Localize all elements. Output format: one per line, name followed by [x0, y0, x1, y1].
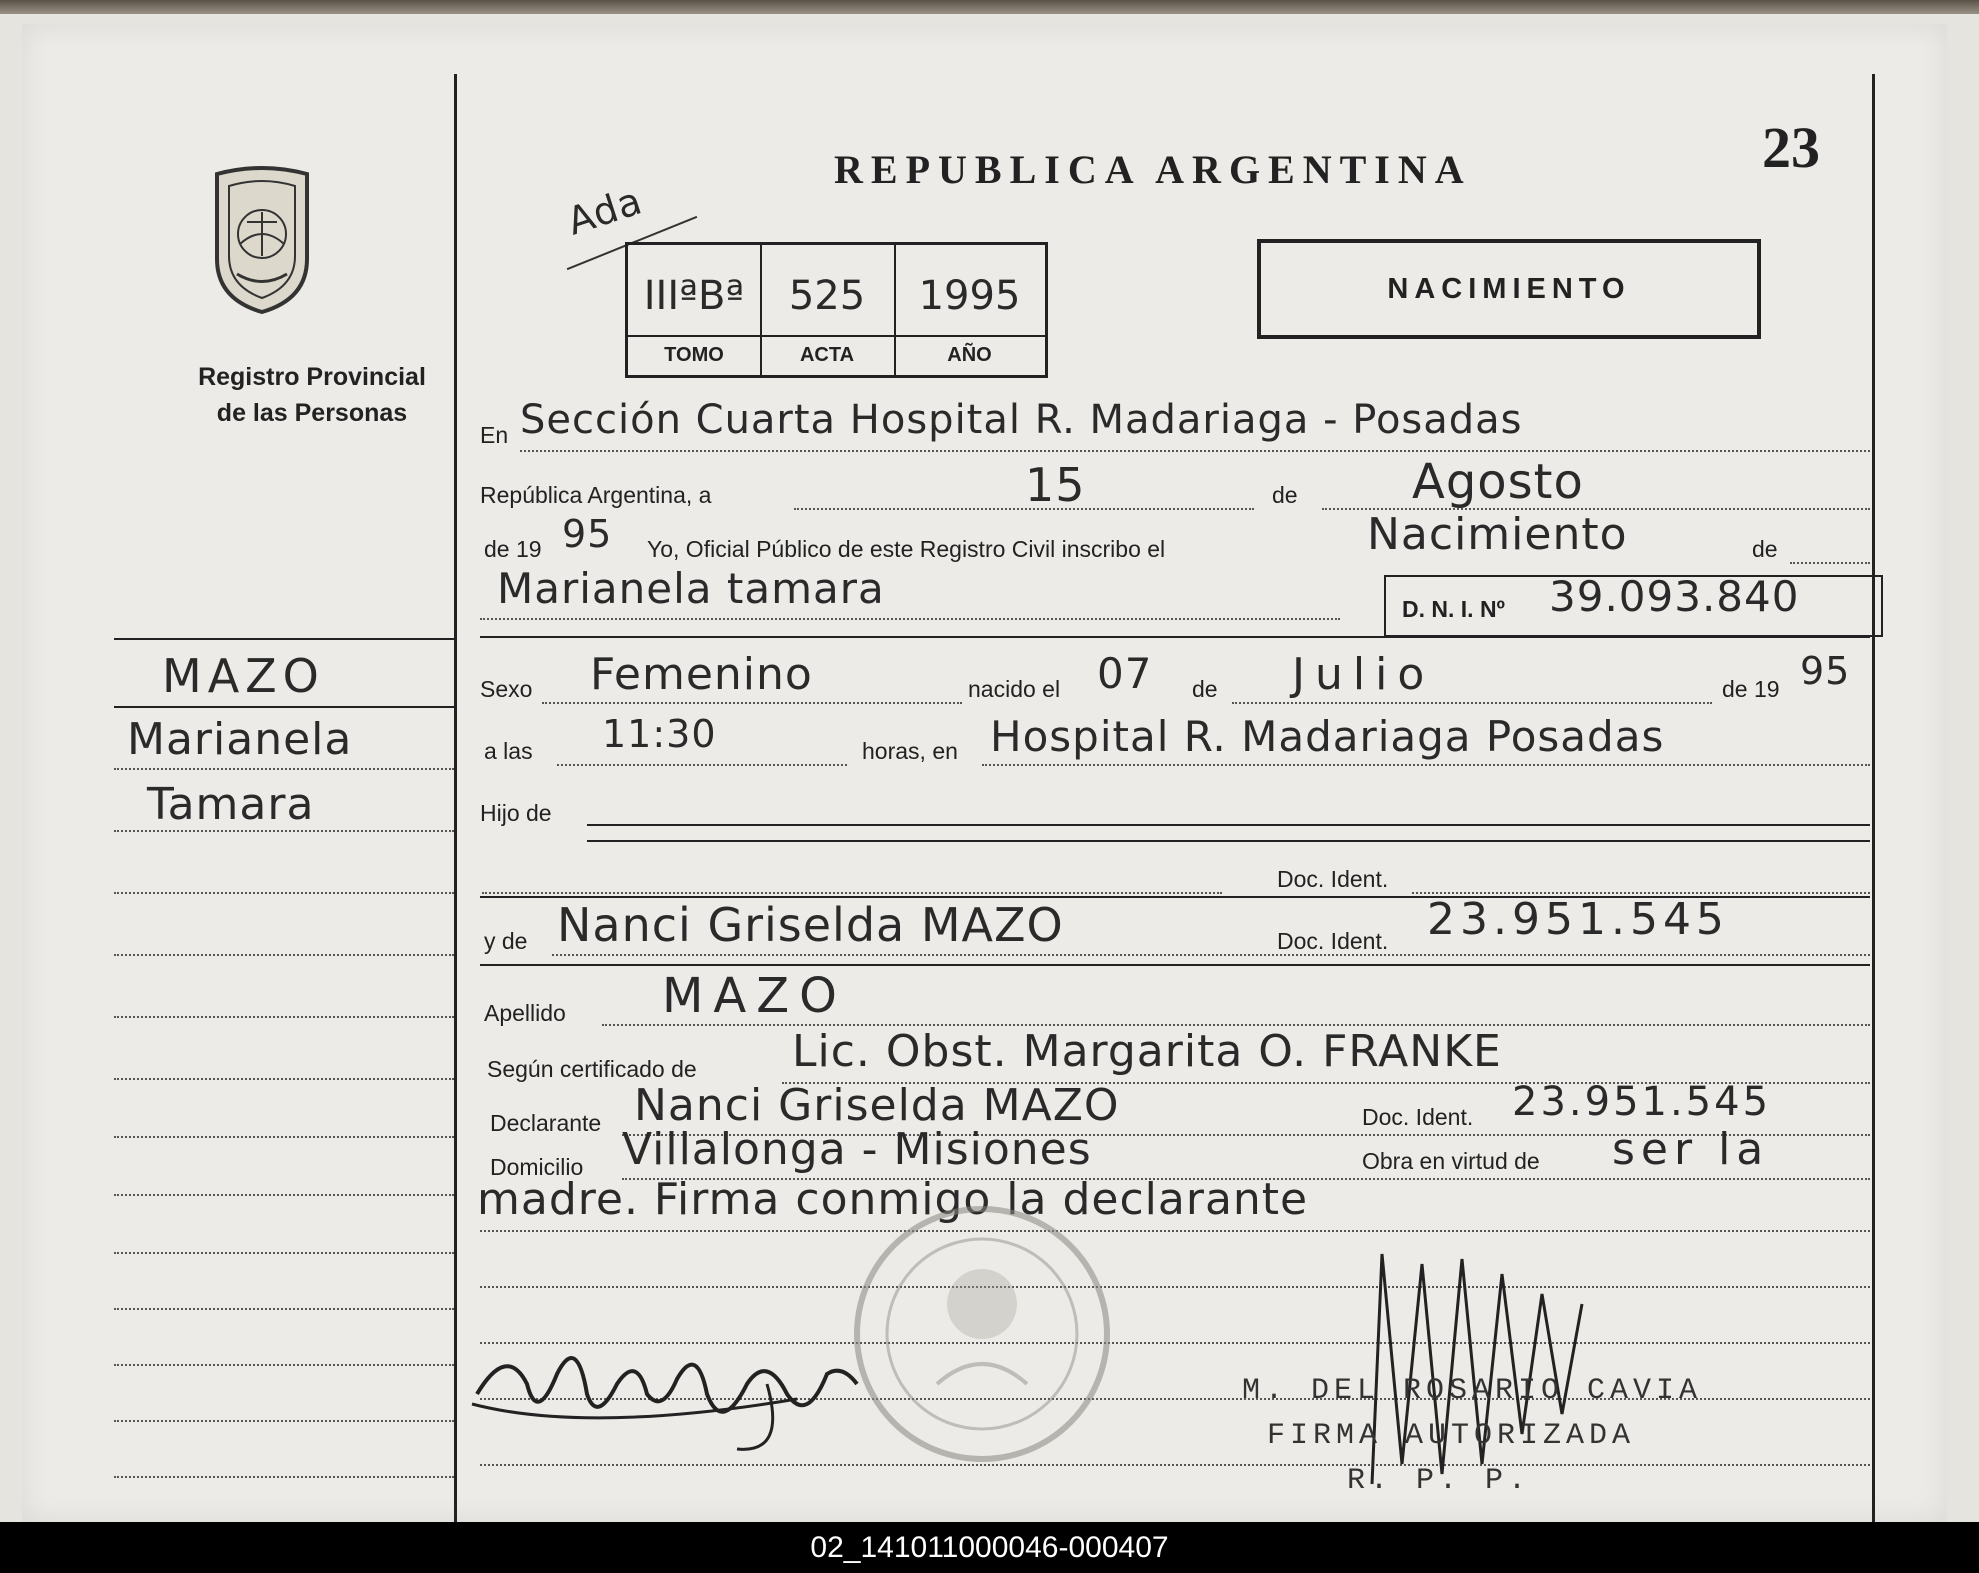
lugar-line: [982, 764, 1870, 766]
madre-line: [552, 954, 1870, 956]
official-title: FIRMA AUTORIZADA: [1267, 1419, 1636, 1453]
right-border: [1872, 74, 1875, 1522]
declarante-value: Nanci Griselda MAZO: [634, 1080, 1120, 1131]
sexo-label: Sexo: [480, 676, 533, 702]
lugar-value: Hospital R. Madariaga Posadas: [990, 712, 1665, 761]
margin-line-2: [114, 768, 454, 770]
registry-name: Registro Provincial de las Personas: [198, 363, 426, 427]
acta-value: 525: [788, 273, 866, 319]
de-end-label: de: [1752, 536, 1778, 562]
paper-background: [0, 14, 1979, 1522]
en-label: En: [480, 422, 509, 448]
apellido-value: MAZO: [662, 968, 847, 1024]
declarante-label: Declarante: [490, 1110, 602, 1136]
official-office: R. P. P.: [1347, 1464, 1532, 1498]
nacido-month: Julio: [1292, 649, 1435, 700]
de-label: de: [1272, 482, 1298, 508]
horas-label: horas, en: [862, 738, 958, 764]
dni-label: D. N. I. Nº: [1402, 596, 1505, 622]
margin-line-6: [114, 1016, 454, 1018]
margin-top-rule: [114, 638, 454, 640]
name-value: Marianela tamara: [497, 564, 885, 613]
madre-doc-label: Doc. Ident.: [1277, 928, 1389, 954]
day-value: 15: [1025, 458, 1086, 512]
ano-label: AÑO: [947, 344, 992, 366]
nacido-year: 95: [1800, 649, 1851, 693]
margin-line-10: [114, 1252, 454, 1254]
acta-label: ACTA: [799, 344, 855, 366]
margin-line-7: [114, 1078, 454, 1080]
margin-first-name: Marianela: [127, 714, 353, 765]
en-value: Sección Cuarta Hospital R. Madariaga - Posadas: [520, 397, 1523, 443]
ano-value: 1995: [918, 273, 1021, 319]
record-box: [625, 242, 1048, 378]
blank-line-4: [480, 1464, 1870, 1466]
republica-label: República Argentina, a: [480, 482, 712, 508]
record-box-divider: [628, 335, 1045, 337]
inscribo-value: Nacimiento: [1367, 509, 1628, 560]
official-signature-image: [1352, 1234, 1612, 1494]
margin-rule-2: [114, 706, 454, 708]
yo-text: Yo, Oficial Público de este Registro Civil inscribo el: [647, 536, 1166, 562]
en-line: [520, 450, 1870, 452]
hijo-label: Hijo de: [480, 800, 552, 826]
domicilio-label: Domicilio: [490, 1154, 584, 1180]
doc-ident-label: Doc. Ident.: [1277, 866, 1389, 892]
declarante-doc-label: Doc. Ident.: [1362, 1104, 1474, 1130]
doc-ident-line: [482, 892, 1222, 894]
official-name: M. DEL ROSARIO CAVIA: [1242, 1374, 1703, 1408]
domicilio-value: Villalonga - Misiones: [622, 1124, 1092, 1175]
blank-line-1: [480, 1286, 1870, 1288]
page-number: 23: [1762, 115, 1820, 180]
margin-line-12: [114, 1364, 454, 1366]
file-name-label: 02_141011000046-000407: [810, 1531, 1169, 1564]
hora-value: 11:30: [602, 712, 717, 756]
margin-surname: MAZO: [162, 649, 325, 703]
year-value: 95: [562, 512, 613, 556]
obra-continuation: madre. Firma conmigo la declarante: [477, 1174, 1309, 1225]
margin-line-3: [114, 830, 454, 832]
day-line: [794, 508, 1254, 510]
obra-value: ser la: [1612, 1124, 1770, 1175]
apellido-label: Apellido: [484, 1000, 566, 1026]
margin-line-13: [114, 1420, 454, 1422]
certificate-page: [22, 24, 1947, 1522]
de19b-label: de 19: [1722, 676, 1780, 702]
declarante-doc-value: 23.951.545: [1512, 1079, 1772, 1125]
ano-cell: [894, 245, 1045, 375]
a-las-label: a las: [484, 738, 533, 764]
obra-label: Obra en virtud de: [1362, 1148, 1540, 1174]
acta-type-box: NACIMIENTO: [1257, 239, 1761, 339]
segun-label: Según certificado de: [487, 1056, 697, 1082]
y-de-label: y de: [484, 928, 528, 954]
madre-doc-value: 23.951.545: [1427, 894, 1729, 945]
margin-second-name: Tamara: [147, 779, 315, 830]
country-title: REPUBLICA ARGENTINA: [834, 147, 1472, 192]
tomo-label: TOMO: [664, 344, 724, 366]
margin-line-4: [114, 892, 454, 894]
margin-line-11: [114, 1308, 454, 1310]
month2-line: [1232, 702, 1712, 704]
tomo-value: IIIªBª: [643, 273, 745, 319]
top-edge: [0, 0, 1979, 14]
margin-divider: [454, 74, 457, 1522]
separator-3: [480, 964, 1870, 966]
handwritten-annotation: Ada: [562, 178, 648, 244]
hijo-line: [587, 824, 1870, 826]
province-seal-icon: [207, 164, 317, 314]
month-value: Agosto: [1412, 454, 1584, 510]
margin-line-9: [114, 1194, 454, 1196]
madre-value: Nanci Griselda MAZO: [557, 898, 1064, 952]
margin-line-14: [114, 1476, 454, 1478]
hijo-line-2: [587, 840, 1870, 842]
margin-line-8: [114, 1136, 454, 1138]
margin-line-5: [114, 954, 454, 956]
de19-label: de 19: [484, 536, 542, 562]
name-line: [480, 618, 1340, 620]
separator-1: [480, 636, 1870, 638]
dni-value: 39.093.840: [1549, 572, 1800, 621]
sexo-value: Femenino: [590, 649, 813, 700]
sexo-line: [542, 702, 962, 704]
declarante-signature-image: [467, 1324, 887, 1454]
continuation-line: [480, 1230, 1870, 1232]
de-end-line: [1790, 562, 1870, 564]
nacido-day: 07: [1097, 649, 1153, 698]
tomo-cell: [628, 245, 762, 375]
segun-value: Lic. Obst. Margarita O. FRANKE: [792, 1026, 1502, 1077]
hora-line: [557, 764, 847, 766]
de2-label: de: [1192, 676, 1218, 702]
acta-cell: [760, 245, 896, 375]
nacido-label: nacido el: [968, 676, 1061, 702]
